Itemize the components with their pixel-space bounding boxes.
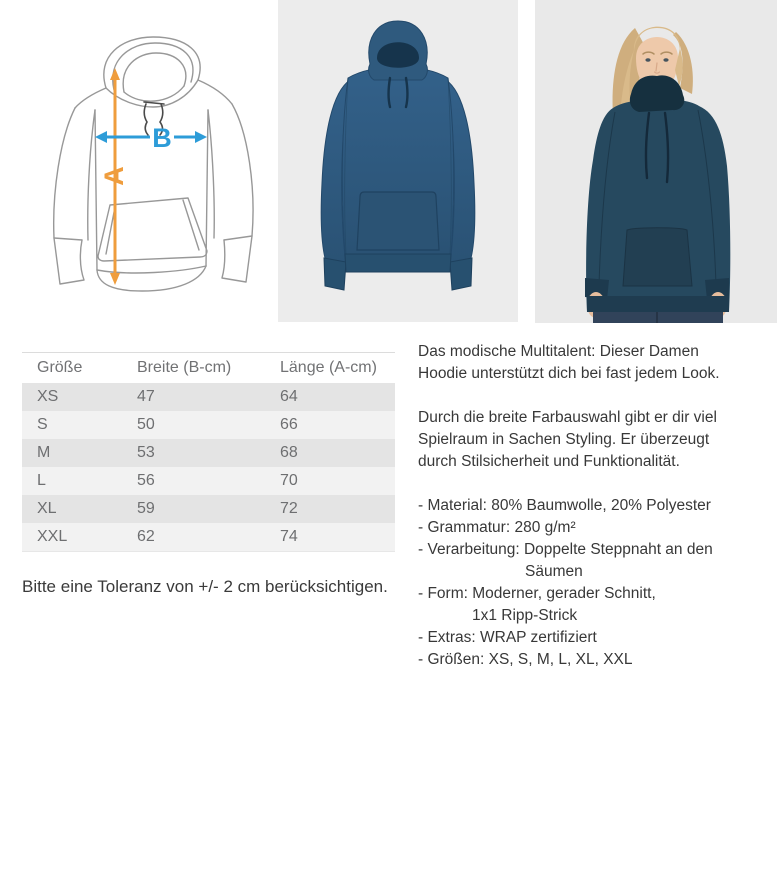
bullet-material: - Material: 80% Baumwolle, 20% Polyester: [418, 497, 711, 514]
breite-cell: 47: [122, 383, 265, 411]
bullet-verarbeitung-wrap: Säumen: [525, 563, 583, 580]
bullet-extras: - Extras: WRAP zertifiziert: [418, 629, 597, 646]
bullet-form: - Form: Moderner, gerader Schnitt,: [418, 585, 656, 602]
table-row: [22, 439, 395, 467]
hoodie-line-art: [40, 18, 270, 313]
product-photo-hoodie-flat: [278, 0, 518, 322]
breite-cell: 56: [122, 467, 265, 495]
col-header-groesse: Größe: [22, 353, 122, 384]
col-header-breite: Breite (B-cm): [122, 353, 265, 384]
hoodie-measurement-diagram: [40, 18, 270, 313]
hoodie-flat-illustration: [278, 0, 518, 322]
bullet-groessen: - Größen: XS, S, M, L, XL, XXL: [418, 651, 633, 668]
paragraph-gap: [418, 385, 774, 407]
bullet-grammatur: - Grammatur: 280 g/m²: [418, 519, 576, 536]
laenge-cell: 64: [265, 383, 395, 411]
size-cell: XS: [22, 383, 122, 411]
description-line: Hoodie unterstützt dich bei fast jedem Look.: [418, 365, 720, 382]
label-b: B: [152, 123, 172, 153]
model-illustration: [535, 0, 777, 323]
size-cell: S: [22, 411, 122, 439]
table-row: [22, 495, 395, 523]
laenge-cell: 72: [265, 495, 395, 523]
size-table-header-row: [22, 353, 395, 384]
description-line: Spielraum in Sachen Styling. Er überzeugt: [418, 431, 710, 448]
breite-cell: 53: [122, 439, 265, 467]
tolerance-note: Bitte eine Toleranz von +/- 2 cm berücksichtigen.: [22, 577, 388, 596]
table-row: [22, 467, 395, 495]
laenge-cell: 74: [265, 523, 395, 552]
size-table: [22, 352, 395, 552]
breite-cell: 59: [122, 495, 265, 523]
size-cell: XXL: [22, 523, 122, 552]
label-a: A: [99, 166, 129, 186]
product-photo-hoodie-model: [535, 0, 777, 323]
paragraph-gap: [418, 473, 774, 495]
size-cell: M: [22, 439, 122, 467]
table-row: [22, 411, 395, 439]
laenge-cell: 68: [265, 439, 395, 467]
breite-cell: 62: [122, 523, 265, 552]
description-line: Durch die breite Farbauswahl gibt er dir viel: [418, 409, 717, 426]
arrow-b-width: [95, 123, 207, 153]
size-cell: L: [22, 467, 122, 495]
col-header-laenge: Länge (A-cm): [265, 353, 395, 384]
table-row: [22, 383, 395, 411]
laenge-cell: 70: [265, 467, 395, 495]
table-row: [22, 523, 395, 552]
product-description: [418, 341, 774, 671]
bullet-verarbeitung: - Verarbeitung: Doppelte Steppnaht an den: [418, 541, 713, 558]
size-cell: XL: [22, 495, 122, 523]
description-line: durch Stilsicherheit und Funktionalität.: [418, 453, 680, 470]
breite-cell: 50: [122, 411, 265, 439]
bullet-form-wrap: 1x1 Ripp-Strick: [472, 607, 578, 624]
laenge-cell: 66: [265, 411, 395, 439]
description-line: Das modische Multitalent: Dieser Damen: [418, 343, 699, 360]
